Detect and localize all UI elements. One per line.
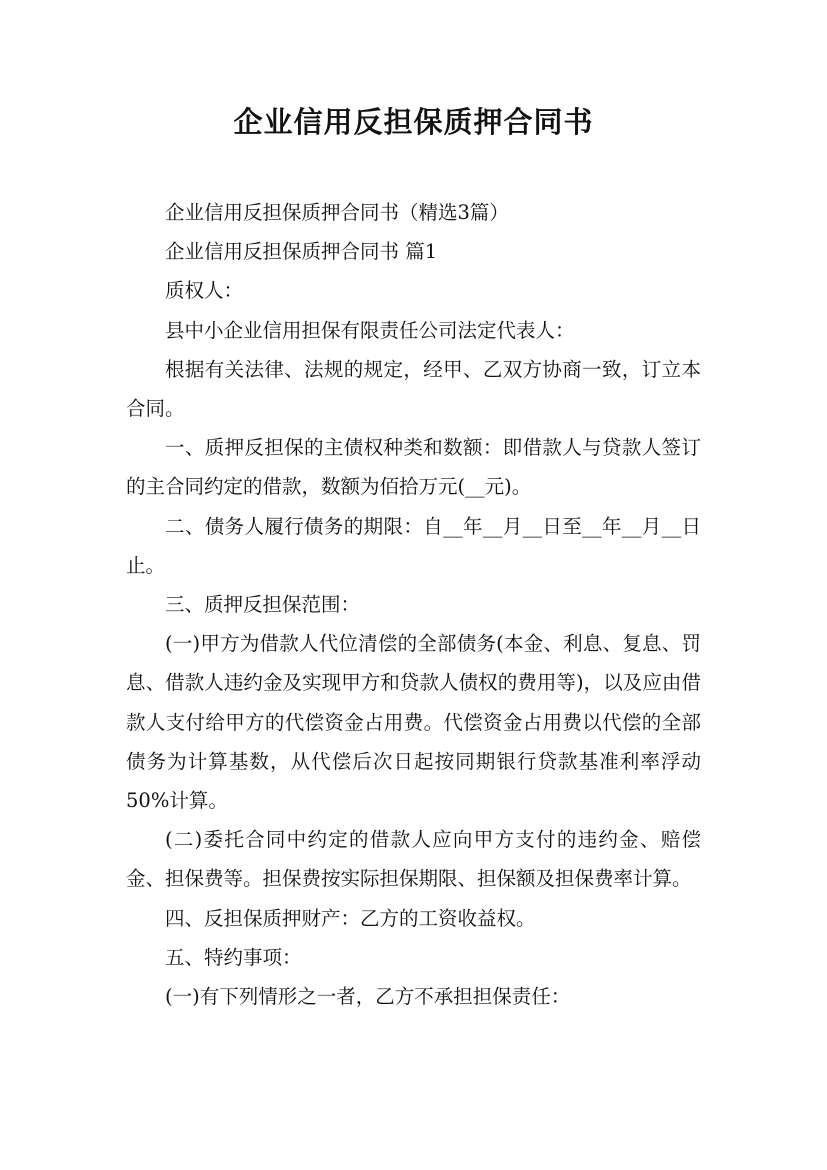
paragraph-clause-3-item-2: (二)委托合同中约定的借款人应向甲方支付的违约金、赔偿金、担保费等。担保费按实际担保期限、担保额及担保费率计算。 (126, 828, 701, 891)
paragraph-clause-4: 四、反担保质押财产：乙方的工资收益权。 (165, 906, 536, 930)
document-body (126, 193, 701, 1016)
paragraph-clause-3-item-1: (一)甲方为借款人代位清偿的全部债务(本金、利息、复息、罚息、借款人违约金及实现甲方和贷款人债权的费用等)，以及应由借款人支付给甲方的代偿资金占用费。代偿资金占用费以代偿的全部债务为计算基数，从代偿后次日起按同期银行贷款基准利率浮动50%计算。 (126, 632, 701, 813)
paragraph-clause-3: 三、质押反担保范围： (165, 593, 361, 617)
paragraph-clause-2: 二、债务人履行债务的期限：自__年__月__日至__年__月__日止。 (126, 514, 701, 577)
paragraph-clause-1: 一、质押反担保的主债权种类和数额：即借款人与贷款人签订的主合同约定的借款，数额为佰拾万元(__元)。 (126, 436, 701, 499)
document-title: 企业信用反担保质押合同书 (233, 105, 594, 139)
paragraph-clause-5-item-1: (一)有下列情形之一者，乙方不承担担保责任： (165, 985, 571, 1009)
paragraph-clause-5: 五、特约事项： (165, 945, 302, 969)
paragraph-subtitle: 企业信用反担保质押合同书（精选3篇） (165, 201, 509, 224)
paragraph-legal-representative: 县中小企业信用担保有限责任公司法定代表人： (165, 318, 575, 342)
paragraph-preamble: 根据有关法律、法规的规定，经甲、乙双方协商一致，订立本合同。 (126, 357, 701, 421)
paragraph-pledgee: 质权人： (165, 279, 244, 303)
paragraph-section-heading: 企业信用反担保质押合同书 篇1 (165, 240, 438, 264)
